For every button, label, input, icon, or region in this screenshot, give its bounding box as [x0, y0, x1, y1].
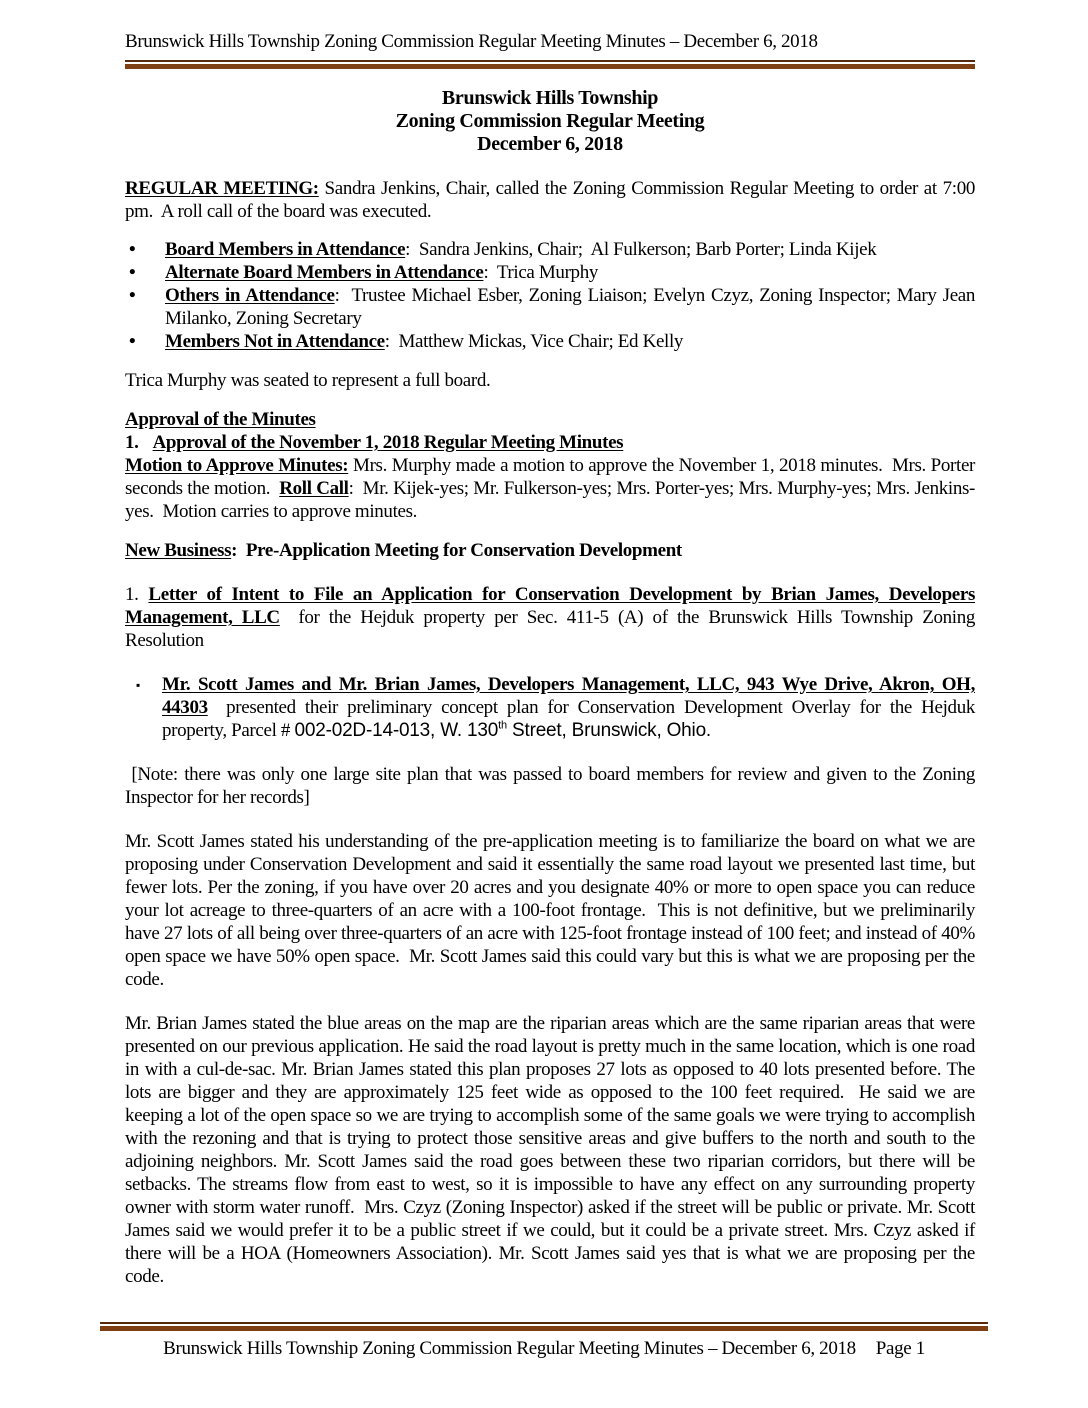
bullet-icon: •: [129, 331, 136, 352]
attendance-label: Alternate Board Members in Attendance: [165, 262, 484, 283]
bullet-icon: •: [129, 262, 136, 283]
brian-james-paragraph: Mr. Brian James stated the blue areas on the map are the riparian areas which are the same riparian areas that were presented on our previous application. He said the road layout is pretty much in the same location, which is one road in with a cul-de-sac. Mr. Brian James stated this plan proposes 27 lots as opposed to 40 lots presented before. The lots are bigger and they are approximately 125 feet wide as opposed to the 100 feet required. He said we are keeping a lot of the open space so we are trying to accomplish some of the same goals we were trying to accomplish with the rezoning and that is trying to protect those sensitive areas and give buffers to the north and south to the adjoining neighbors. Mr. Scott James said the road goes between these two riparian corridors, but there will be setbacks. The streams flow from east to west, so it is impossible to have any effect on any surrounding property owner with storm water runoff. Mrs. Czyz (Zoning Inspector) asked if the street will be public or private. Mr. Scott James said we would prefer it to be a public street if we could, but it could be a private street. Mrs. Czyz asked if there will be a HOA (Homeowners Association). Mr. Scott James said yes that is what we are proposing per the code.: [125, 1013, 975, 1287]
presentation-text: presented their preliminary concept plan for Conservation Development Overlay for the Hejduk property, Parcel #: [162, 697, 975, 741]
regular-meeting-text: Sandra Jenkins, Chair, called the Zoning Commission Regular Meeting to order at 7:00 pm. A roll call of the board was executed.: [125, 178, 975, 222]
running-header: Brunswick Hills Township Zoning Commission Regular Meeting Minutes – December 6, 2018: [125, 31, 818, 52]
approval-item-number: 1.: [125, 432, 139, 453]
attendance-text: : Matthew Mickas, Vice Chair; Ed Kelly: [384, 331, 684, 352]
motion-label: Motion to Approve Minutes:: [125, 455, 349, 476]
new-business-label: New Business: [125, 540, 232, 561]
bullet-icon: •: [129, 285, 136, 306]
attendance-label: Others in Attendance: [165, 285, 335, 306]
seated-note-paragraph: Trica Murphy was seated to represent a full board.: [125, 370, 491, 391]
title-block: [125, 87, 975, 156]
attendance-list: [125, 238, 975, 353]
parcel-address: Street, Brunswick, Ohio.: [506, 720, 712, 741]
title-line-3: December 6, 2018: [477, 133, 623, 155]
footer-title: Brunswick Hills Township Zoning Commission Regular Meeting Minutes – December 6, 2018: [163, 1338, 856, 1359]
letter-of-intent-paragraph: [125, 583, 975, 652]
letter-title: Letter of Intent to File an Application for Conservation Development by Brian James, Developers Management, LLC: [125, 584, 976, 628]
motion-text: Mrs. Murphy made a motion to approve the November 1, 2018 minutes. Mrs. Porter seconds the motion.: [125, 455, 976, 499]
title-line-1: Brunswick Hills Township: [441, 87, 659, 109]
scott-james-paragraph: Mr. Scott James stated his understanding of the pre-application meeting is to familiarize the board on what we are proposing under Conservation Development and said it essentially the same road layout we presented last time, but fewer lots. Per the zoning, if you have over 20 acres and you designate 40% or more to open space you can reduce your lot acreage to three-quarters of an acre with a 100-foot frontage. This is not definitive, but we preliminarily have 27 lots of all being over three-quarters of an acre with 125-foot frontage instead of 100 feet; and instead of 40% open space we have 50% open space. Mr. Scott James said this could vary but this is what we are proposing per the code.: [125, 831, 975, 990]
bullet-icon: •: [129, 239, 136, 260]
approval-section: [125, 408, 975, 523]
list-item: [125, 284, 975, 330]
approval-item-title: [125, 431, 975, 454]
new-business-text: : Pre-Application Meeting for Conservation Development: [231, 540, 682, 561]
regular-meeting-label: REGULAR MEETING:: [125, 178, 319, 199]
attendance-text: : Sandra Jenkins, Chair; Al Fulkerson; Barb Porter; Linda Kijek: [405, 239, 877, 260]
parcel-number: 002-02D-14-013, W. 130: [294, 720, 499, 741]
presentation-label: Mr. Scott James and Mr. Brian James, Developers Management, LLC, 943 Wye Drive, Akron, OH, 44303: [162, 674, 975, 718]
attendance-label: Members Not in Attendance: [165, 331, 385, 352]
roll-call-text: : Mr. Kijek-yes; Mr. Fulkerson-yes; Mrs. Porter-yes; Mrs. Murphy-yes; Mrs. Jenkins-yes. Motion carries to approve minutes.: [125, 478, 975, 522]
list-item: [125, 238, 975, 261]
attendance-text: : Trustee Michael Esber, Zoning Liaison; Evelyn Czyz, Zoning Inspector; Mary Jean Milanko, Zoning Secretary: [165, 285, 976, 329]
list-item: [125, 261, 975, 284]
regular-meeting-paragraph: [125, 177, 975, 223]
ordinal-suffix: th: [498, 719, 507, 732]
approval-heading: Approval of the Minutes: [125, 409, 316, 430]
attendance-label: Board Members in Attendance: [165, 239, 406, 260]
title-line-2: Zoning Commission Regular Meeting: [395, 110, 705, 132]
approval-item-text: Approval of the November 1, 2018 Regular Meeting Minutes: [152, 432, 624, 453]
letter-number: 1.: [125, 584, 149, 605]
letter-text: for the Hejduk property per Sec. 411-5 (A) of the Brunswick Hills Township Zoning Resolution: [125, 607, 975, 651]
new-business-heading: [125, 539, 975, 562]
motion-paragraph: [125, 454, 975, 523]
footer-rule: [100, 1322, 988, 1331]
square-bullet-icon: ▪: [136, 678, 140, 692]
site-plan-note: [Note: there was only one large site plan that was passed to board members for review and given to the Zoning Inspector for her records]: [125, 764, 975, 808]
attendance-text: : Trica Murphy: [483, 262, 599, 283]
page-footer: [100, 1320, 988, 1360]
page-number: Page 1: [875, 1338, 925, 1359]
roll-call-label: Roll Call: [279, 478, 349, 499]
footer-text: [100, 1338, 988, 1360]
presentation-list-item: [125, 673, 975, 742]
header-rule: [125, 60, 975, 69]
list-item: [125, 330, 975, 353]
